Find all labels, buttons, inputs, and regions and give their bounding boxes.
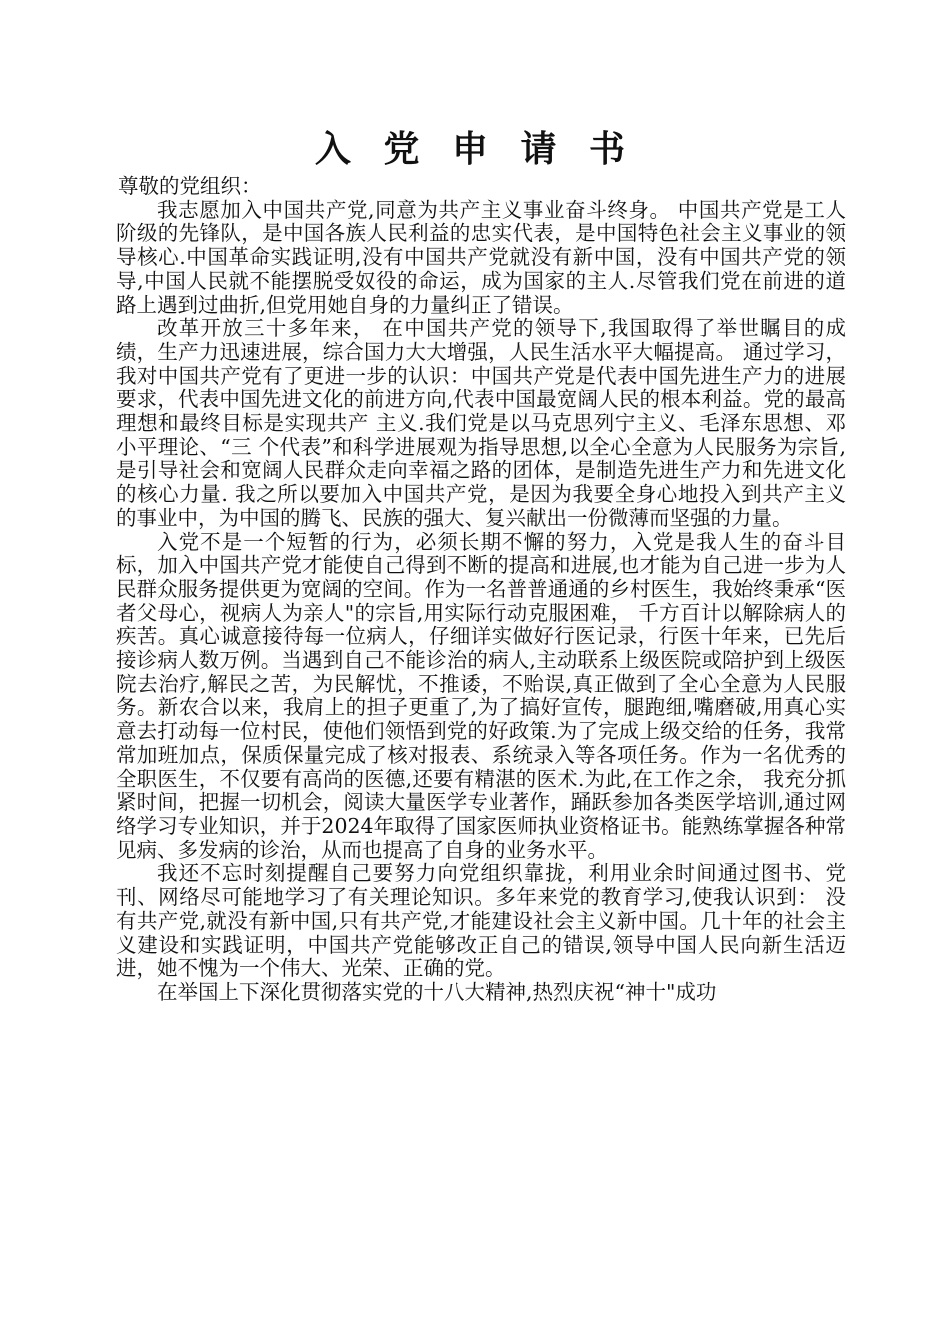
salutation: 尊敬的党组织： (118, 174, 262, 198)
document-body (116, 175, 846, 1005)
document-title: 入 党 申 请 书 (314, 129, 636, 170)
paragraph-1: 我志愿加入中国共产党,同意为共产主义事业奋斗终身。 中国共产党是工人阶级的先锋队，是中国各族人民利益的忠实代表，是中国特色社会主义事业的领导核心.中国革命实践证明,没有中国共产党就没有新中国，没有中国共产党的领导,中国人民就不能摆脱受奴役的命运，成为国家的主人.尽管我们党在前进的道路上遇到过曲折,但党用她自身的力量纠正了错误。 (116, 197, 846, 317)
paragraph-2: 改革开放三十多年来， 在中国共产党的领导下,我国取得了举世瞩目的成绩，生产力迅速进展，综合国力大大增强，人民生活水平大幅提高。 通过学习，我对中国共产党有了更进一步的认识：中国共产党是代表中国先进生产力的进展要求，代表中国先进文化的前进方向,代表中国最宽阔人民的根本利益。党的最高理想和最终目标是实现共产 主义.我们党是以马克思列宁主义、毛泽东思想、邓小平理论、“三 个代表”和科学进展观为指导思想,以全心全意为人民服务为宗旨,是引导社会和宽阔人民群众走向幸福之路的团体，是制造先进生产力和先进文化的核心力量. 我之所以要加入中国共产党，是因为我要全身心地投入到共产主义的事业中，为中国的腾飞、民族的强大、复兴献出一份微薄而坚强的力量。 (116, 316, 846, 530)
paragraph-4: 我还不忘时刻提醒自己要努力向党组织靠拢，利用业余时间通过图书、党刊、网络尽可能地学习了有关理论知识。多年来党的教育学习,使我认识到： 没有共产党,就没有新中国,只有共产党,才能建设社会主义新中国。几十年的社会主义建设和实践证明，中国共产党能够改正自己的错误,领导中国人民向新生活迈进，她不愧为一个伟大、光荣、正确的党。 (116, 861, 846, 981)
paragraph-3: 入党不是一个短暂的行为，必须长期不懈的努力，入党是我人生的奋斗目标，加入中国共产党才能使自己得到不断的提高和进展,也才能为自己进一步为人民群众服务提供更为宽阔的空间。作为一名普普通通的乡村医生，我始终秉承“医者父母心，视病人为亲人"的宗旨,用实际行动克服困难， 千方百计以解除病人的疾苦。真心诚意接待每一位病人，仔细详实做好行医记录，行医十年来，已先后接诊病人数万例。当遇到自己不能诊治的病人,主动联系上级医院或陪护到上级医院去治疗,解民之苦，为民解忧，不推诿，不贻误,真正做到了全心全意为人民服务。新农合以来，我肩上的担子更重了,为了搞好宣传，腿跑细,嘴磨破,用真心实意去打动每一位村民，使他们领悟到党的好政策.为了完成上级交给的任务，我常常加班加点，保质保量完成了核对报表、系统录入等各项任务。作为一名优秀的全职医生，不仅要有高尚的医德,还要有精湛的医术.为此,在工作之余， 我充分抓紧时间，把握一切机会，阅读大量医学专业著作，踊跃参加各类医学培训,通过网络学习专业知识，并于2024年取得了国家医师执业资格证书。能熟练掌握各种常见病、多发病的诊治，从而也提高了自身的业务水平。 (116, 529, 846, 862)
paragraph-5: 在举国上下深化贯彻落实党的十八大精神,热烈庆祝“神十"成功 (157, 979, 717, 1004)
